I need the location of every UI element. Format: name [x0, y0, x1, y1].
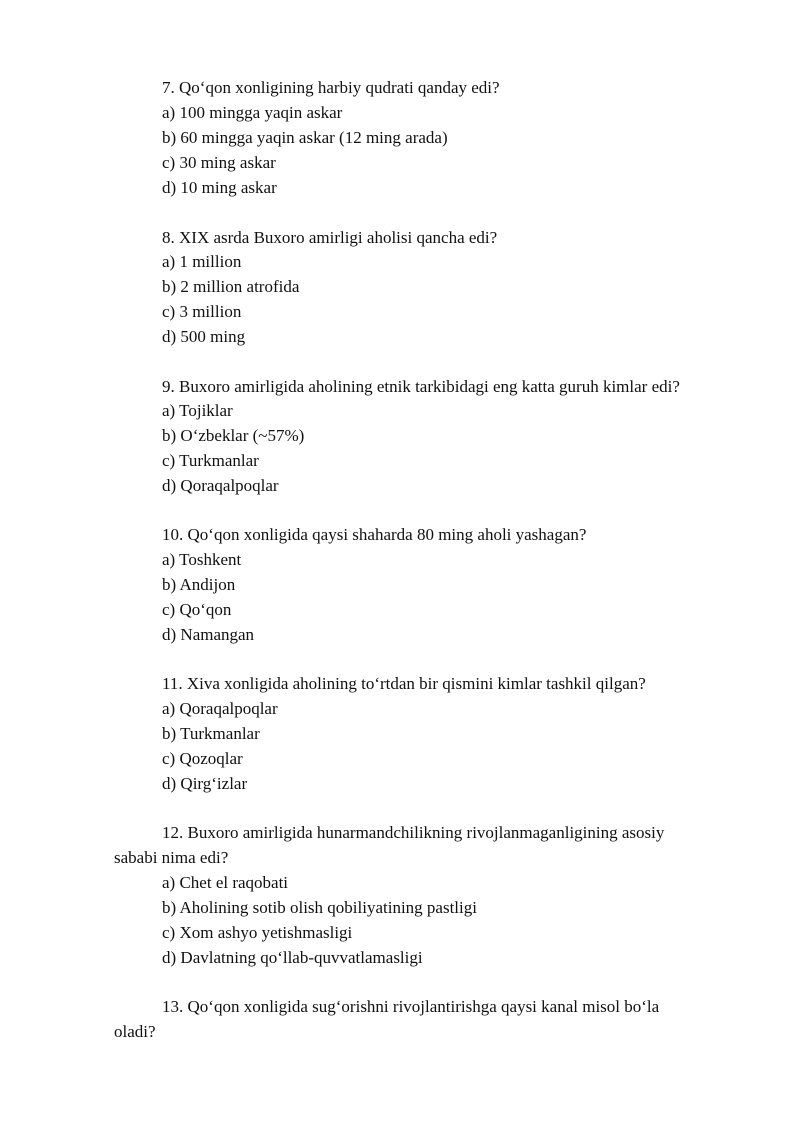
question-11-option-a: a) Qoraqalpoqlar — [162, 699, 278, 718]
question-9-option-d: d) Qoraqalpoqlar — [162, 476, 279, 495]
question-7-option-a: a) 100 mingga yaqin askar — [162, 103, 343, 122]
question-12-text-line-1: 12. Buxoro amirligida hunarmandchilikning rivojlanmaganligining asosiy — [162, 823, 665, 842]
question-7-option-b: b) 60 mingga yaqin askar (12 ming arada) — [162, 128, 448, 147]
question-13-text-line-1: 13. Qo‘qon xonligida sug‘orishni rivojlantirishga qaysi kanal misol bo‘la — [162, 997, 660, 1016]
question-8-option-b: b) 2 million atrofida — [162, 277, 300, 296]
question-7-option-c: c) 30 ming askar — [162, 153, 276, 172]
question-8-option-a: a) 1 million — [162, 252, 242, 271]
question-8-option-c: c) 3 million — [162, 302, 242, 321]
question-8-option-d: d) 500 ming — [162, 327, 246, 346]
question-11-option-d: d) Qirg‘izlar — [162, 774, 248, 793]
question-12-text-line-2: sababi nima edi? — [114, 848, 229, 867]
question-9-option-c: c) Turkmanlar — [162, 451, 259, 470]
question-8-text: 8. XIX asrda Buxoro amirligi aholisi qancha edi? — [162, 228, 498, 247]
question-13-text-line-2: oladi? — [114, 1022, 156, 1041]
question-12-option-b: b) Aholining sotib olish qobiliyatining pastligi — [162, 898, 477, 917]
question-10-option-c: c) Qo‘qon — [162, 600, 232, 619]
question-10-option-a: a) Toshkent — [162, 550, 242, 569]
question-11-option-c: c) Qozoqlar — [162, 749, 243, 768]
question-9-text: 9. Buxoro amirligida aholining etnik tarkibidagi eng katta guruh kimlar edi? — [162, 377, 680, 396]
question-7-option-d: d) 10 ming askar — [162, 178, 277, 197]
question-12-option-a: a) Chet el raqobati — [162, 873, 289, 892]
question-10-text: 10. Qo‘qon xonligida qaysi shaharda 80 ming aholi yashagan? — [162, 525, 587, 544]
question-10-option-d: d) Namangan — [162, 625, 255, 644]
question-10-option-b: b) Andijon — [162, 575, 236, 594]
question-9-option-b: b) O‘zbeklar (~57%) — [162, 426, 305, 445]
question-12-option-d: d) Davlatning qo‘llab-quvvatlamasligi — [162, 948, 423, 967]
question-11-text: 11. Xiva xonligida aholining to‘rtdan bir qismini kimlar tashkil qilgan? — [162, 674, 646, 693]
question-11-option-b: b) Turkmanlar — [162, 724, 260, 743]
question-9-option-a: a) Tojiklar — [162, 401, 233, 420]
question-12-option-c: c) Xom ashyo yetishmasligi — [162, 923, 353, 942]
question-7-text: 7. Qo‘qon xonligining harbiy qudrati qanday edi? — [162, 78, 500, 97]
